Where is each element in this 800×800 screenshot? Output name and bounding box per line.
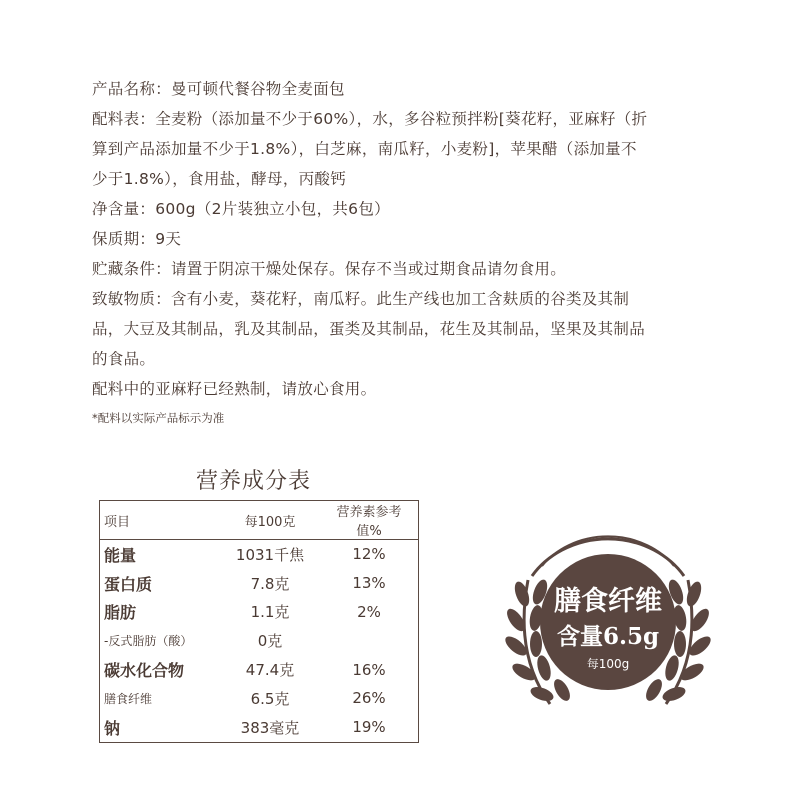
nutrient-amount: 0克 [257,632,283,651]
product-name-line: 产品名称：曼可顿代餐谷物全麦面包 [92,80,345,98]
nutrient-amount: 1031千焦 [235,545,305,564]
table-row [100,626,419,655]
nutrient-name: 钠 [104,718,121,738]
net-content-line: 净含量：600g（2片装独立小包，共6包） [92,200,390,218]
nutrient-name: 膳食纤维 [104,691,153,706]
table-row [100,684,419,713]
nutrient-amount: 6.5克 [250,689,290,708]
storage-line: 贮藏条件：请置于阴凉干燥处保存。保存不当或过期食品请勿食用。 [92,260,567,278]
allergen-line-1: 致敏物质：含有小麦，葵花籽，南瓜籽。此生产线也加工含麸质的谷类及其制 [92,290,630,308]
nutrient-name: -反式脂肪（酸） [104,634,193,649]
ingredients-line-3: 少于1.8%），食用盐，酵母，丙酸钙 [92,170,347,188]
ingredients-line-1: 配料表：全麦粉（添加量不少于60%），水，多谷粒预拌粉[葵花籽，亚麻籽（折 [92,110,648,128]
table-row [100,569,419,598]
nutrient-name: 能量 [104,545,137,565]
fiber-badge [502,504,714,716]
nutrition-table [99,500,419,743]
table-row [100,713,419,742]
nutrient-nrv: 26% [352,689,386,708]
nutrient-amount: 383毫克 [240,718,300,737]
nutrient-name: 脂肪 [104,603,137,623]
header-nrv: 营养素参考值% [320,501,419,540]
table-row [100,598,419,627]
nutrient-nrv: 2% [357,602,381,621]
nutrient-amount: 47.4克 [245,661,295,680]
nutrient-name: 碳水化合物 [104,661,185,681]
nutrient-nrv: 19% [352,718,386,737]
disclaimer-note: *配料以实际产品标示为准 [92,411,225,425]
nutrient-nrv: 12% [352,545,386,564]
header-per-100g: 每100克 [220,501,320,540]
allergen-line-3: 的食品。 [92,350,156,368]
nutrient-amount: 1.1克 [250,603,290,622]
nutrient-nrv [320,626,419,655]
nutrition-table-title: 营养成分表 [196,469,312,494]
nutrient-amount: 7.8克 [250,574,290,593]
badge-per: 每100g [586,657,630,671]
flaxseed-note: 配料中的亚麻籽已经熟制，请放心食用。 [92,380,377,398]
nutrient-name: 蛋白质 [104,574,153,594]
header-item: 项目 [100,501,221,540]
ingredients-line-2: 算到产品添加量不少于1.8%），白芝麻，南瓜籽，小麦粉]，苹果醋（添加量不 [92,140,637,158]
badge-content: 含量6.5g [556,623,660,650]
product-info [92,74,732,428]
nutrient-nrv: 13% [352,574,386,593]
allergen-line-2: 品，大豆及其制品，乳及其制品，蛋类及其制品，花生及其制品，坚果及其制品 [92,320,646,338]
shelf-life-line: 保质期：9天 [92,230,182,248]
table-row [100,655,419,684]
nutrition-header-row [100,501,419,540]
badge-title: 膳食纤维 [554,586,662,617]
nutrient-nrv: 16% [352,660,386,679]
table-row [100,540,419,569]
